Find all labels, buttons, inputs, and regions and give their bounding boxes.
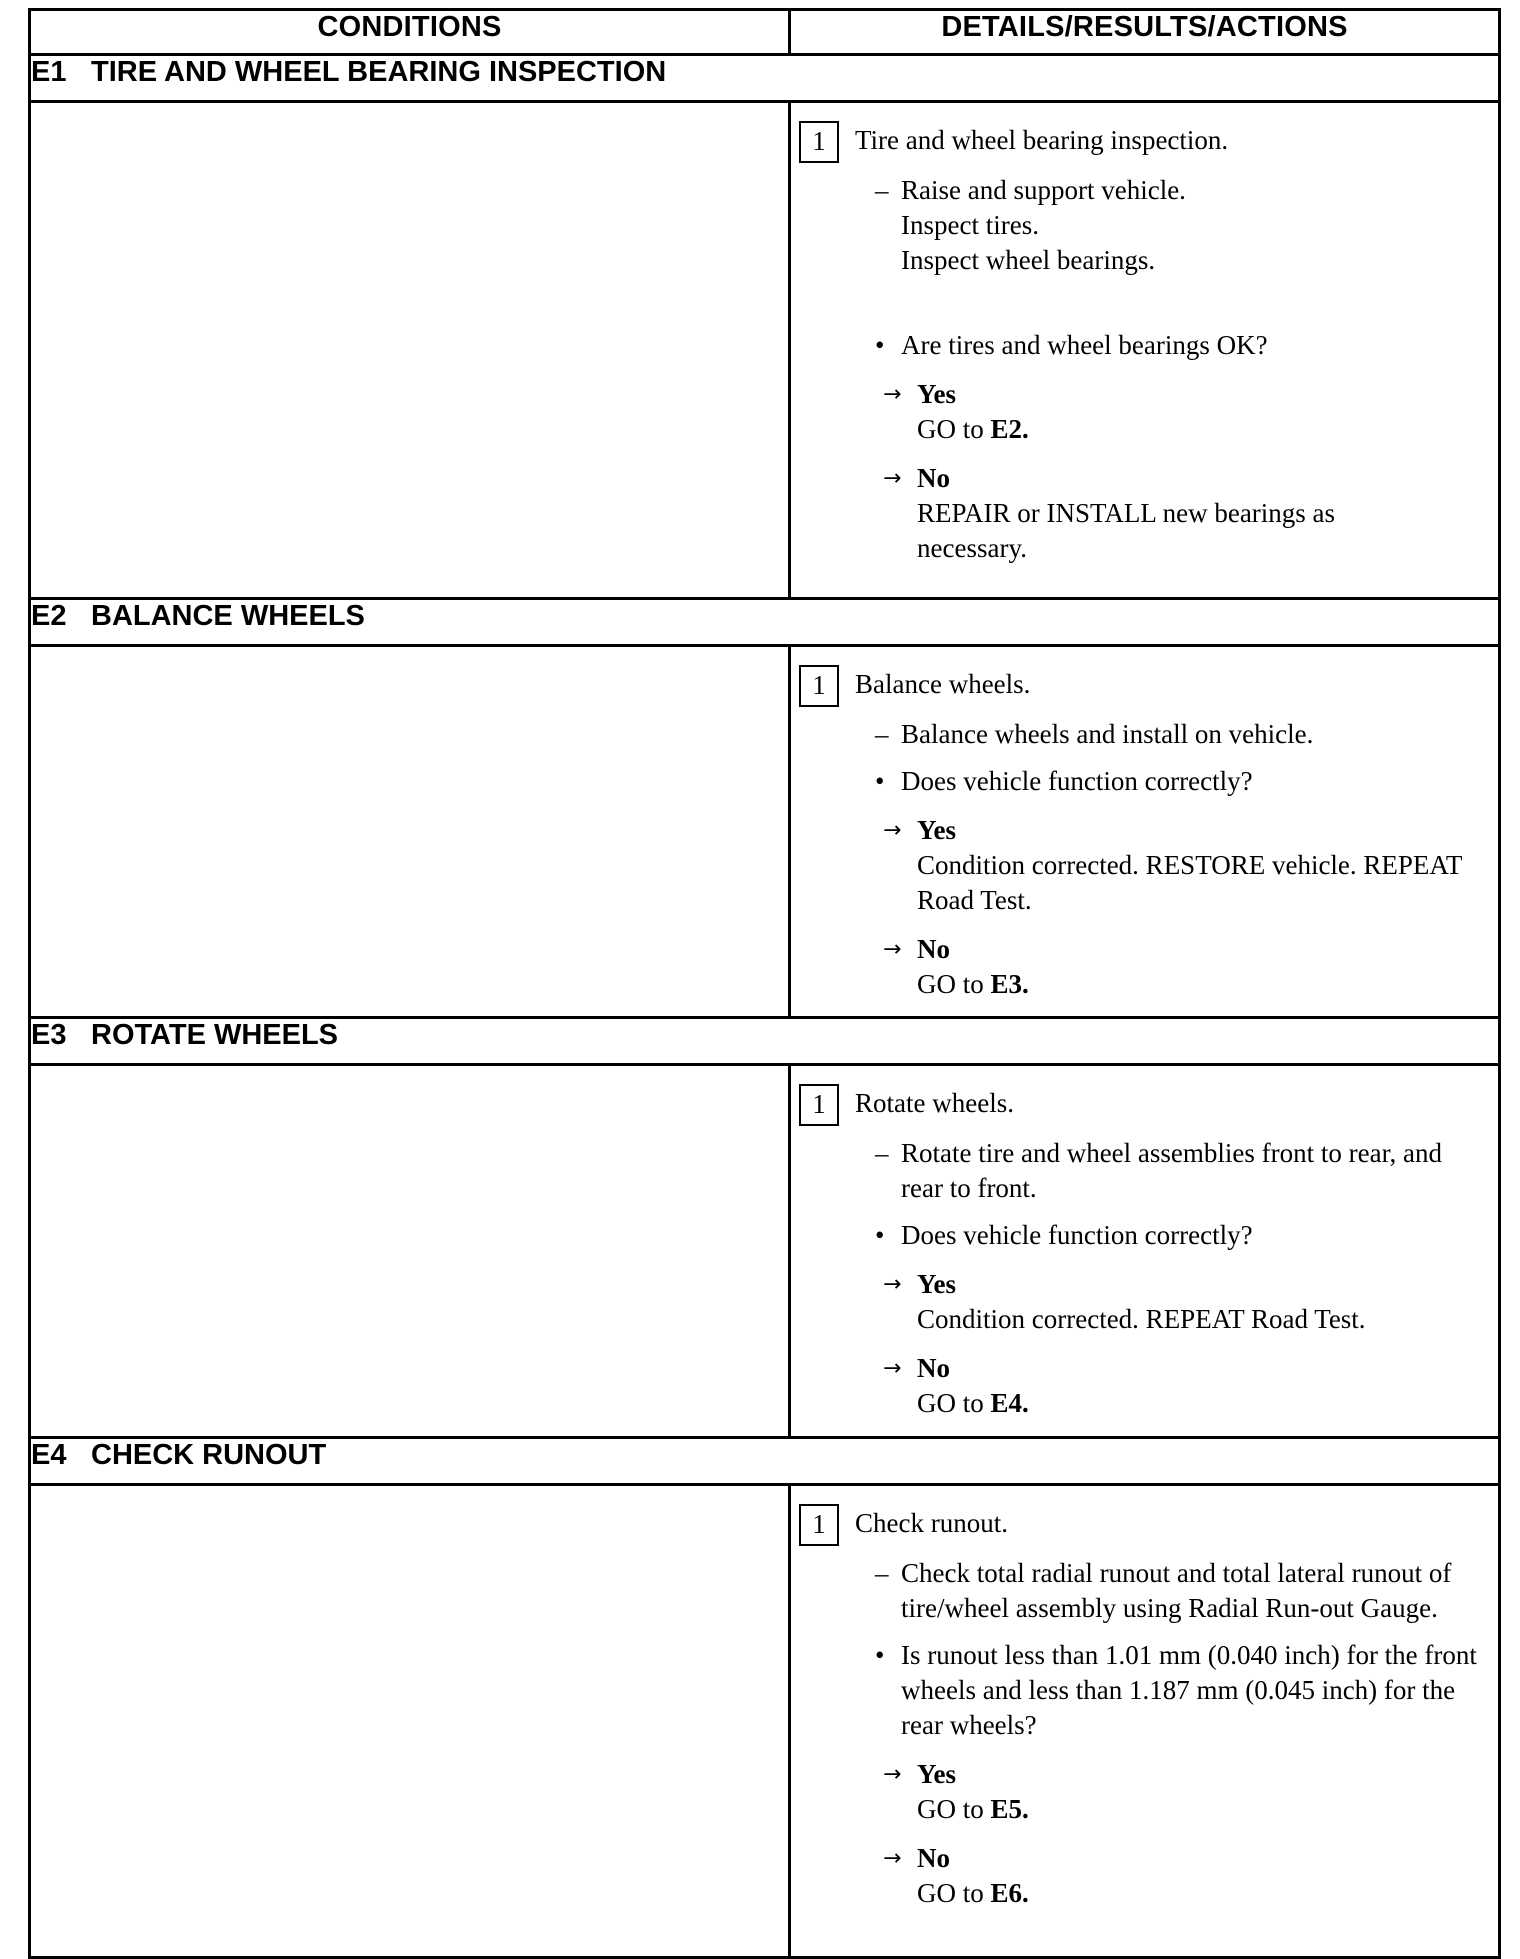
result-no	[883, 932, 1478, 1002]
result-text: GO to	[917, 414, 991, 444]
section-title: TIRE AND WHEEL BEARING INSPECTION	[91, 56, 667, 88]
diagnostic-page	[28, 8, 1498, 1959]
step-title: Check runout.	[855, 1508, 1008, 1538]
diagnostic-table	[28, 8, 1501, 1959]
result-no	[883, 1841, 1478, 1911]
section-id: E3	[31, 1019, 67, 1051]
conditions-cell	[30, 102, 790, 599]
result-text: Condition corrected. RESTORE vehicle. REPEAT Road Test.	[917, 850, 1462, 915]
result-text: GO to	[917, 1794, 991, 1824]
bullet-marker: •	[875, 1220, 885, 1250]
action-line: Balance wheels and install on vehicle.	[901, 719, 1314, 749]
question-item	[875, 1218, 1478, 1253]
bullet-marker: •	[875, 330, 885, 360]
result-label: Yes	[917, 1269, 956, 1299]
result-text: GO to	[917, 1388, 991, 1418]
section-body-row	[30, 102, 1500, 599]
section-body-row	[30, 646, 1500, 1018]
section-body-row	[30, 1485, 1500, 1958]
dash-marker: –	[875, 1138, 889, 1168]
result-yes	[883, 813, 1478, 918]
conditions-cell	[30, 646, 790, 1018]
section-header-row	[30, 1018, 1500, 1065]
result-ref: E2.	[990, 414, 1029, 444]
section-body-row	[30, 1065, 1500, 1438]
result-label: No	[917, 1353, 950, 1383]
step-title: Tire and wheel bearing inspection.	[855, 125, 1229, 155]
test-step	[791, 1486, 1498, 1925]
arrow-right-icon: →	[883, 818, 902, 843]
details-cell	[790, 102, 1500, 599]
question-text: Does vehicle function correctly?	[901, 766, 1253, 796]
test-step	[791, 647, 1498, 1016]
question-item	[875, 328, 1478, 363]
action-item	[875, 1556, 1478, 1626]
section-id: E4	[31, 1439, 67, 1471]
section-header-row	[30, 1438, 1500, 1485]
result-yes	[883, 1267, 1478, 1337]
result-text: REPAIR or INSTALL new bearings as necessary.	[917, 498, 1336, 563]
arrow-right-icon: →	[883, 937, 902, 962]
conditions-cell	[30, 1065, 790, 1438]
result-text: GO to	[917, 1878, 991, 1908]
result-no	[883, 461, 1478, 566]
result-label: No	[917, 463, 950, 493]
dash-marker: –	[875, 175, 889, 205]
details-cell	[790, 646, 1500, 1018]
details-cell	[790, 1485, 1500, 1958]
result-yes	[883, 1757, 1478, 1827]
section-header-row	[30, 599, 1500, 646]
action-line: Raise and support vehicle.	[901, 175, 1186, 205]
dash-marker: –	[875, 719, 889, 749]
result-label: Yes	[917, 1759, 956, 1789]
question-text: Is runout less than 1.01 mm (0.040 inch) for the front wheels and less than 1.187 mm (0.045 inch) for the rear wheels?	[901, 1640, 1477, 1740]
arrow-right-icon: →	[883, 382, 902, 407]
step-title: Rotate wheels.	[855, 1088, 1014, 1118]
question-item	[875, 764, 1478, 799]
question-item	[875, 1638, 1478, 1743]
arrow-right-icon: →	[883, 1356, 902, 1381]
arrow-right-icon: →	[883, 1846, 902, 1871]
section-id: E2	[31, 600, 67, 632]
section-title: ROTATE WHEELS	[91, 1019, 339, 1051]
result-ref: E6.	[990, 1878, 1029, 1908]
action-line: Rotate tire and wheel assemblies front to rear, and rear to front.	[901, 1138, 1442, 1203]
result-label: No	[917, 934, 950, 964]
arrow-right-icon: →	[883, 1272, 902, 1297]
section-header	[30, 1018, 1500, 1065]
action-line: Inspect wheel bearings.	[901, 245, 1156, 275]
section-id: E1	[31, 56, 67, 88]
step-number-box: 1	[799, 121, 839, 163]
result-label: Yes	[917, 815, 956, 845]
details-cell	[790, 1065, 1500, 1438]
result-ref: E4.	[990, 1388, 1029, 1418]
action-item	[875, 1136, 1478, 1206]
result-ref: E3.	[990, 969, 1029, 999]
section-header	[30, 599, 1500, 646]
result-label: Yes	[917, 379, 956, 409]
test-step	[791, 1066, 1498, 1435]
question-text: Does vehicle function correctly?	[901, 1220, 1253, 1250]
test-step	[791, 103, 1498, 580]
step-number-box: 1	[799, 665, 839, 707]
column-header-row	[30, 10, 1500, 55]
question-text: Are tires and wheel bearings OK?	[901, 330, 1268, 360]
result-yes	[883, 377, 1478, 447]
arrow-right-icon: →	[883, 466, 902, 491]
action-line: Inspect tires.	[901, 210, 1039, 240]
conditions-header: CONDITIONS	[30, 10, 790, 55]
action-item	[875, 717, 1478, 752]
result-text: GO to	[917, 969, 991, 999]
dash-marker: –	[875, 1558, 889, 1588]
section-title: CHECK RUNOUT	[91, 1439, 327, 1471]
result-label: No	[917, 1843, 950, 1873]
bullet-marker: •	[875, 766, 885, 796]
step-number-box: 1	[799, 1084, 839, 1126]
action-line: Check total radial runout and total lateral runout of tire/wheel assembly using Radial Run-out Gauge.	[901, 1558, 1452, 1623]
arrow-right-icon: →	[883, 1762, 902, 1787]
section-header	[30, 1438, 1500, 1485]
result-no	[883, 1351, 1478, 1421]
step-number-box: 1	[799, 1504, 839, 1546]
details-header: DETAILS/RESULTS/ACTIONS	[790, 10, 1500, 55]
step-title: Balance wheels.	[855, 669, 1031, 699]
action-item	[875, 173, 1478, 278]
result-text: Condition corrected. REPEAT Road Test.	[917, 1304, 1366, 1334]
section-header	[30, 55, 1500, 102]
bullet-marker: •	[875, 1640, 885, 1670]
conditions-cell	[30, 1485, 790, 1958]
section-title: BALANCE WHEELS	[91, 600, 365, 632]
result-ref: E5.	[990, 1794, 1029, 1824]
section-header-row	[30, 55, 1500, 102]
